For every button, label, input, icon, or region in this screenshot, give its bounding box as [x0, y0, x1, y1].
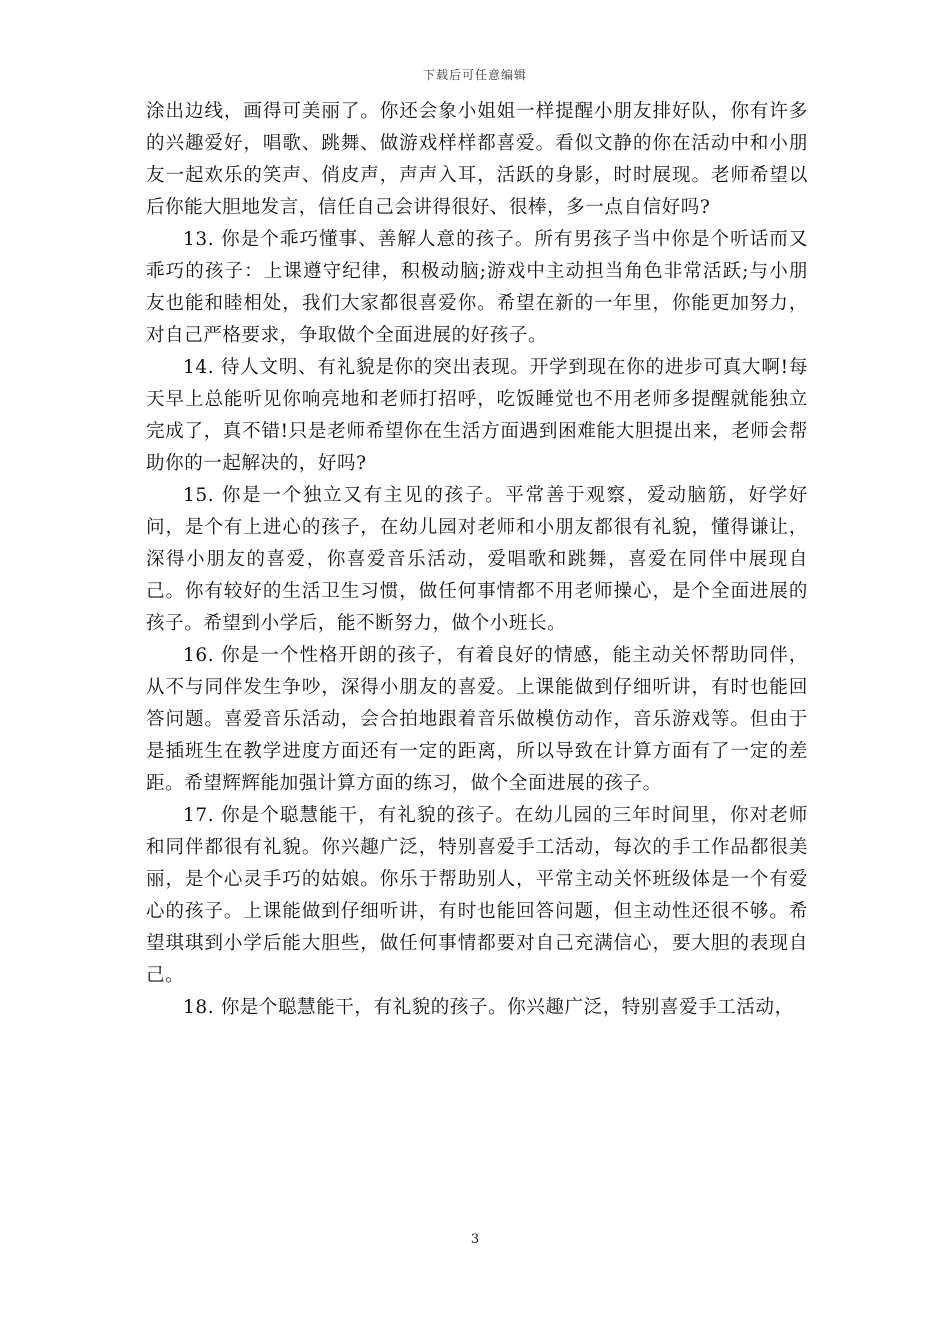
paragraph-continued: 涂出边线，画得可美丽了。你还会象小姐姐一样提醒小朋友排好队，你有许多的兴趣爱好，唱歌、跳舞、做游戏样样都喜爱。看似文静的你在活动中和小朋友一起欢乐的笑声、俏皮声，声声入耳，活跃的身影，时时展现。老师希望以后你能大胆地发言，信任自己会讲得很好、很棒，多一点自信好吗?: [146, 101, 808, 218]
page-header: 下载后可任意编辑: [422, 68, 527, 82]
paragraph-13: 13. 你是个乖巧懂事、善解人意的孩子。所有男孩子当中你是个听话而又乖巧的孩子：上课遵守纪律，积极动脑;游戏中主动担当角色非常活跃;与小朋友也能和睦相处，我们大家都很喜爱你。希望在新的一年里，你能更加努力，对自己严格要求，争取做个全面进展的好孩子。: [146, 229, 808, 346]
paragraph-15: 15. 你是一个独立又有主见的孩子。平常善于观察，爱动脑筋，好学好问，是个有上进心的孩子，在幼儿园对老师和小朋友都很有礼貌，懂得谦让，深得小朋友的喜爱，你喜爱音乐活动，爱唱歌和跳舞，喜爱在同伴中展现自己。你有较好的生活卫生习惯，做任何事情都不用老师操心，是个全面进展的孩子。希望到小学后，能不断努力，做个小班长。: [146, 485, 808, 634]
paragraph-16: 16. 你是一个性格开朗的孩子，有着良好的情感，能主动关怀帮助同伴，从不与同伴发生争吵，深得小朋友的喜爱。上课能做到仔细听讲，有时也能回答问题。喜爱音乐活动，会合拍地跟着音乐做模仿动作，音乐游戏等。但由于是插班生在教学进度方面还有一定的距离，所以导致在计算方面有了一定的差距。希望辉辉能加强计算方面的练习，做个全面进展的孩子。: [146, 645, 808, 794]
paragraph-14: 14. 待人文明、有礼貌是你的突出表现。开学到现在你的进步可真大啊!每天早上总能听见你响亮地和老师打招呼，吃饭睡觉也不用老师多提醒就能独立完成了，真不错!只是老师希望你在生活方面遇到困难能大胆提出来，老师会帮助你的一起解决的，好吗?: [146, 357, 808, 474]
paragraph-17: 17. 你是个聪慧能干，有礼貌的孩子。在幼儿园的三年时间里，你对老师和同伴都很有礼貌。你兴趣广泛，特别喜爱手工活动，每次的手工作品都很美丽，是个心灵手巧的姑娘。你乐于帮助别人，平常主动关怀班级体是一个有爱心的孩子。上课能做到仔细听讲，有时也能回答问题，但主动性还很不够。希望琪琪到小学后能大胆些，做任何事情都要对自己充满信心，要大胆的表现自己。: [146, 805, 808, 986]
document-body: [146, 96, 808, 1024]
page-number: 3: [470, 1232, 480, 1247]
paragraph-18: 18. 你是个聪慧能干，有礼貌的孩子。你兴趣广泛，特别喜爱手工活动，: [183, 997, 794, 1018]
